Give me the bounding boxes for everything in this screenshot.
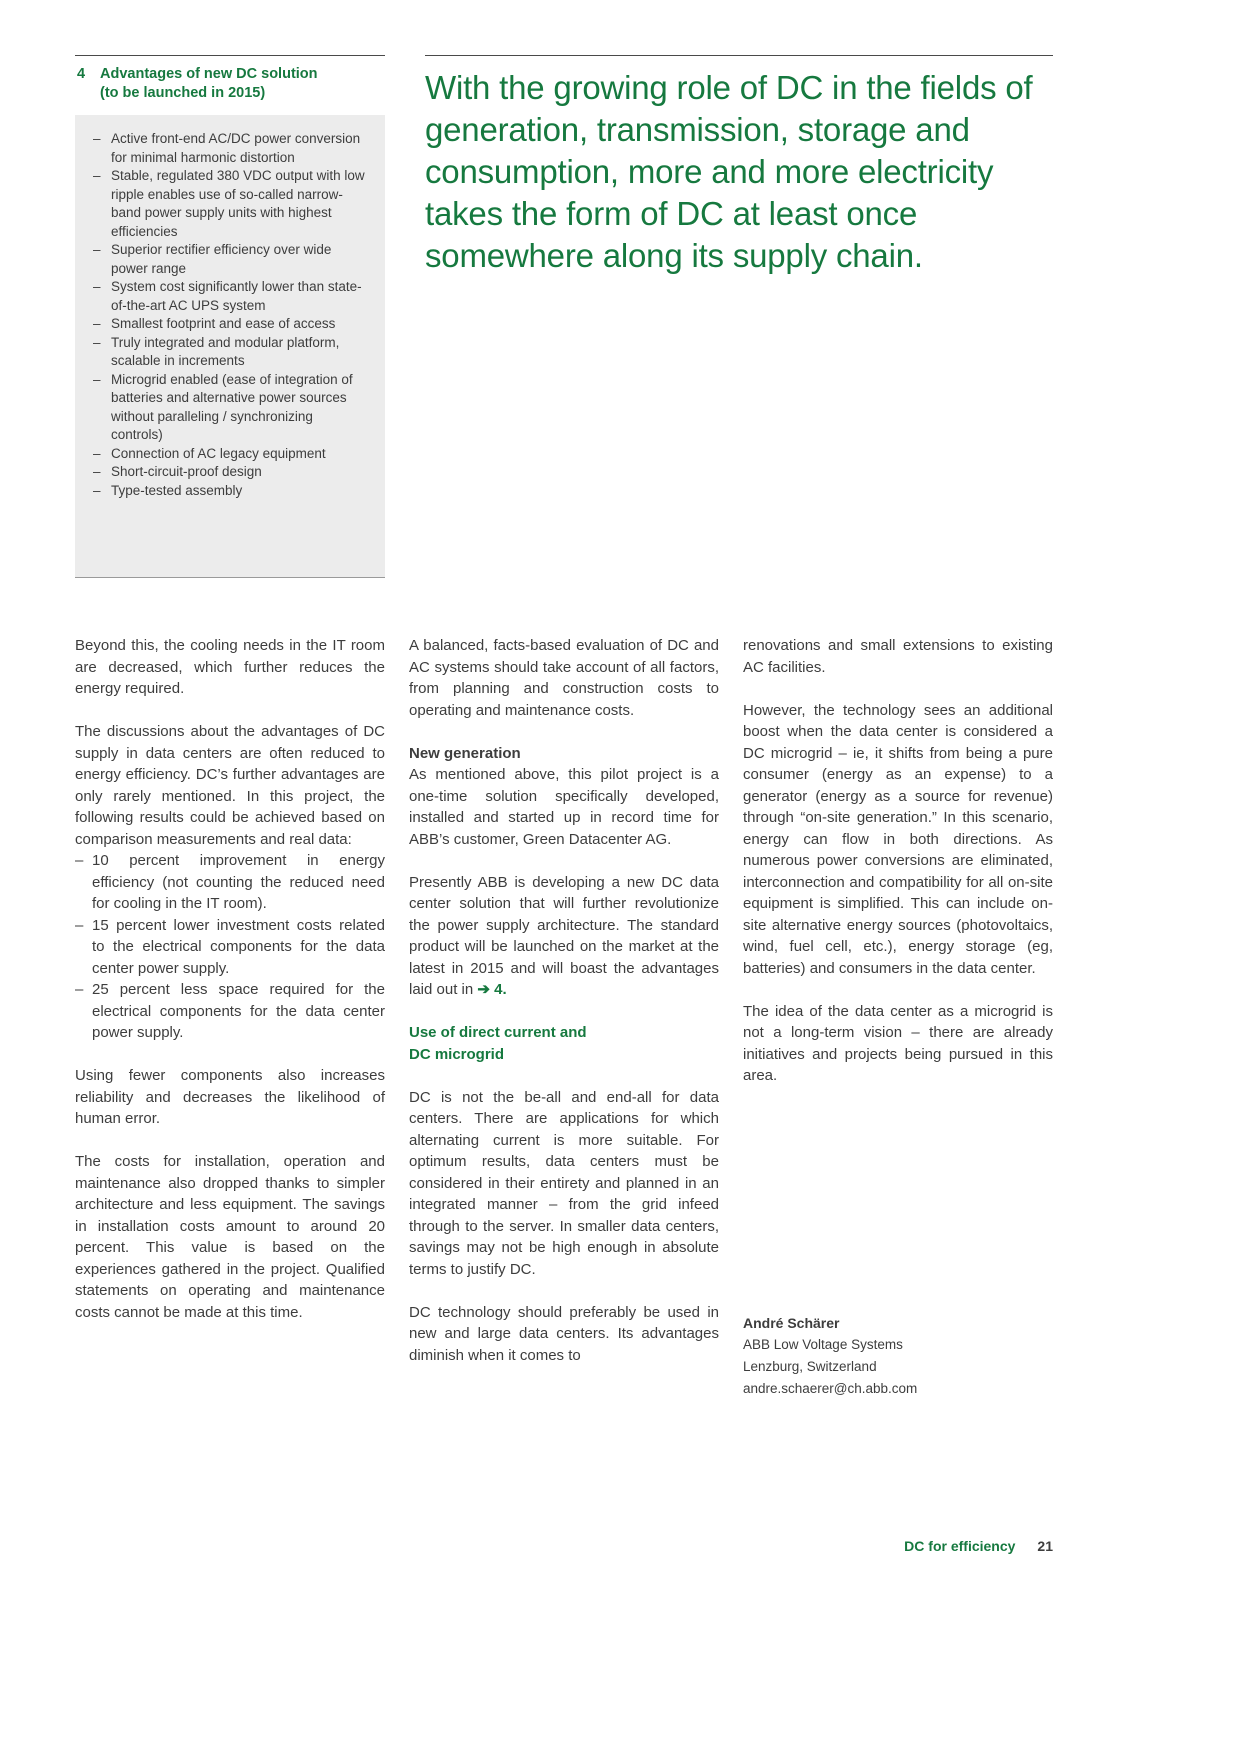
- paragraph: The costs for installation, operation and maintenance also dropped thanks to simpler architecture and less equipment. The savings in installation costs amount to around 20 percent. This value is based on the experiences gathered in the project. Qualified statements on operating and maintenance costs cannot be made at this time.: [75, 1153, 385, 1321]
- body-column-1: [75, 635, 385, 1400]
- paragraph: renovations and small extensions to existing AC facilities.: [743, 637, 1053, 676]
- factbox-body: [75, 115, 385, 578]
- dash-marker: –: [93, 482, 101, 498]
- list-item: – Microgrid enabled (ease of integration of batteries and alternative power sources without paralleling / synchronizing controls): [93, 371, 367, 445]
- dash-marker: –: [75, 916, 84, 934]
- list-item: – System cost significantly lower than state-of-the-art AC UPS system: [93, 278, 367, 315]
- dash-marker: –: [93, 334, 101, 350]
- factbox-title-line1: Advantages of new DC solution: [100, 66, 318, 82]
- figure-reference: ➔ 4.: [477, 981, 507, 998]
- paragraph: Using fewer components also increases reliability and decreases the likelihood of human error.: [75, 1067, 385, 1127]
- author-organization: ABB Low Voltage Systems: [743, 1336, 903, 1352]
- page-number: 21: [1037, 1538, 1053, 1554]
- top-row: [75, 55, 1053, 578]
- list-item: – 10 percent improvement in energy efficiency (not counting the reduced need for cooling in the IT room).: [75, 850, 385, 915]
- dash-marker: –: [93, 445, 101, 461]
- dash-marker: –: [93, 279, 101, 294]
- results-list: [75, 850, 385, 1044]
- dash-marker: –: [93, 316, 101, 331]
- paragraph: The discussions about the advantages of DC supply in data centers are often reduced to energy efficiency. DC’s further advantages are only rarely mentioned. In this project, the following results could be achieved based on comparison measurements and real data:: [75, 723, 385, 848]
- paragraph: The idea of the data center as a microgrid is not a long-term vision – there are already initiatives and projects being pursued in this area.: [743, 1002, 1053, 1084]
- subheading: New generation: [409, 744, 521, 762]
- paragraph: As mentioned above, this pilot project is a one-time solution specifically developed, installed and started up in record time for ABB’s customer, Green Datacenter AG.: [409, 766, 719, 848]
- paragraph: However, the technology sees an additional boost when the data center is considered a DC microgrid – ie, it shifts from being a pure consumer (energy as an expense) to a generator (energy as a source for revenue) through “on-site generation.” In this scenario, energy can flow in both directions. As numerous power conversions are eliminated, interconnection and compatibility for all on-site equipment is simplified. This can include on-site alternative energy sources (photovoltaics, wind, fuel cell, etc.), energy storage (eg, batteries) and consumers in the data center.: [743, 701, 1053, 977]
- author-block: [743, 1312, 1053, 1400]
- paragraph: A balanced, facts-based evaluation of DC and AC systems should take account of all factors, from planning and construction costs to operating and maintenance costs.: [409, 637, 719, 719]
- list-item: – Short-circuit-proof design: [93, 463, 367, 482]
- body-column-3: [743, 635, 1053, 1400]
- paragraph: DC technology should preferably be used in new and large data centers. Its advantages diminish when it comes to: [409, 1303, 719, 1364]
- factbox-title: [100, 65, 318, 103]
- paragraph: [409, 872, 719, 1001]
- body-columns: [75, 635, 1053, 1400]
- factbox-list: [93, 130, 367, 500]
- list-item: – 15 percent lower investment costs related to the electrical components for the data center power supply.: [75, 915, 385, 980]
- paragraph: Beyond this, the cooling needs in the IT room are decreased, which further reduces the energy required.: [75, 637, 385, 697]
- list-item: – Type-tested assembly: [93, 482, 367, 501]
- paragraph-text: Presently ABB is developing a new DC data center solution that will further revolutionize the power supply architecture. The standard product will be launched on the market at the latest in 2015 and will boast the advantages laid out in: [409, 873, 719, 998]
- list-item: – Stable, regulated 380 VDC output with low ripple enables use of so-called narrow-band power supply units with highest efficiencies: [93, 167, 367, 241]
- dash-marker: –: [93, 371, 101, 387]
- content-area: [75, 55, 1053, 1400]
- factbox-title-line2: (to be launched in 2015): [100, 85, 266, 101]
- list-item: – Connection of AC legacy equipment: [93, 445, 367, 464]
- dash-marker: –: [75, 852, 84, 869]
- author-location: Lenzburg, Switzerland: [743, 1358, 877, 1374]
- paragraph: DC is not the be-all and end-all for data centers. There are applications for which alternating current is more suitable. For optimum results, data centers must be considered in their entirety and planned in an integrated manner – from the grid infeed through to the server. In smaller data centers, savings may not be high enough in absolute terms to justify DC.: [409, 1088, 719, 1278]
- pull-quote: [425, 55, 1053, 277]
- list-item: – 25 percent less space required for the electrical components for the data center power supply.: [75, 979, 385, 1044]
- page-footer: [75, 1538, 1053, 1554]
- list-item: – Smallest footprint and ease of access: [93, 315, 367, 334]
- factbox-number: 4: [77, 66, 86, 82]
- dash-marker: –: [93, 242, 101, 257]
- body-column-2: [409, 635, 719, 1400]
- factbox: [75, 55, 385, 578]
- dash-marker: –: [93, 131, 101, 146]
- dash-marker: –: [93, 464, 101, 479]
- list-item: – Superior rectifier efficiency over wide power range: [93, 241, 367, 278]
- footer-title: DC for efficiency: [904, 1538, 1016, 1554]
- list-item: – Active front-end AC/DC power conversion for minimal harmonic distortion: [93, 130, 367, 167]
- dash-marker: –: [93, 168, 101, 183]
- author-name: André Schärer: [743, 1314, 840, 1331]
- factbox-heading: [75, 56, 385, 115]
- list-item: – Truly integrated and modular platform, scalable in increments: [93, 334, 367, 371]
- pull-quote-text: With the growing role of DC in the fields of generation, transmission, storage and consumption, more and more electricity takes the form of DC at least once somewhere along its supply chain.: [425, 69, 1033, 274]
- author-email: andre.schaerer@ch.abb.com: [743, 1380, 918, 1396]
- green-subheading: Use of direct current and DC microgrid: [409, 1024, 587, 1063]
- dash-marker: –: [75, 981, 84, 998]
